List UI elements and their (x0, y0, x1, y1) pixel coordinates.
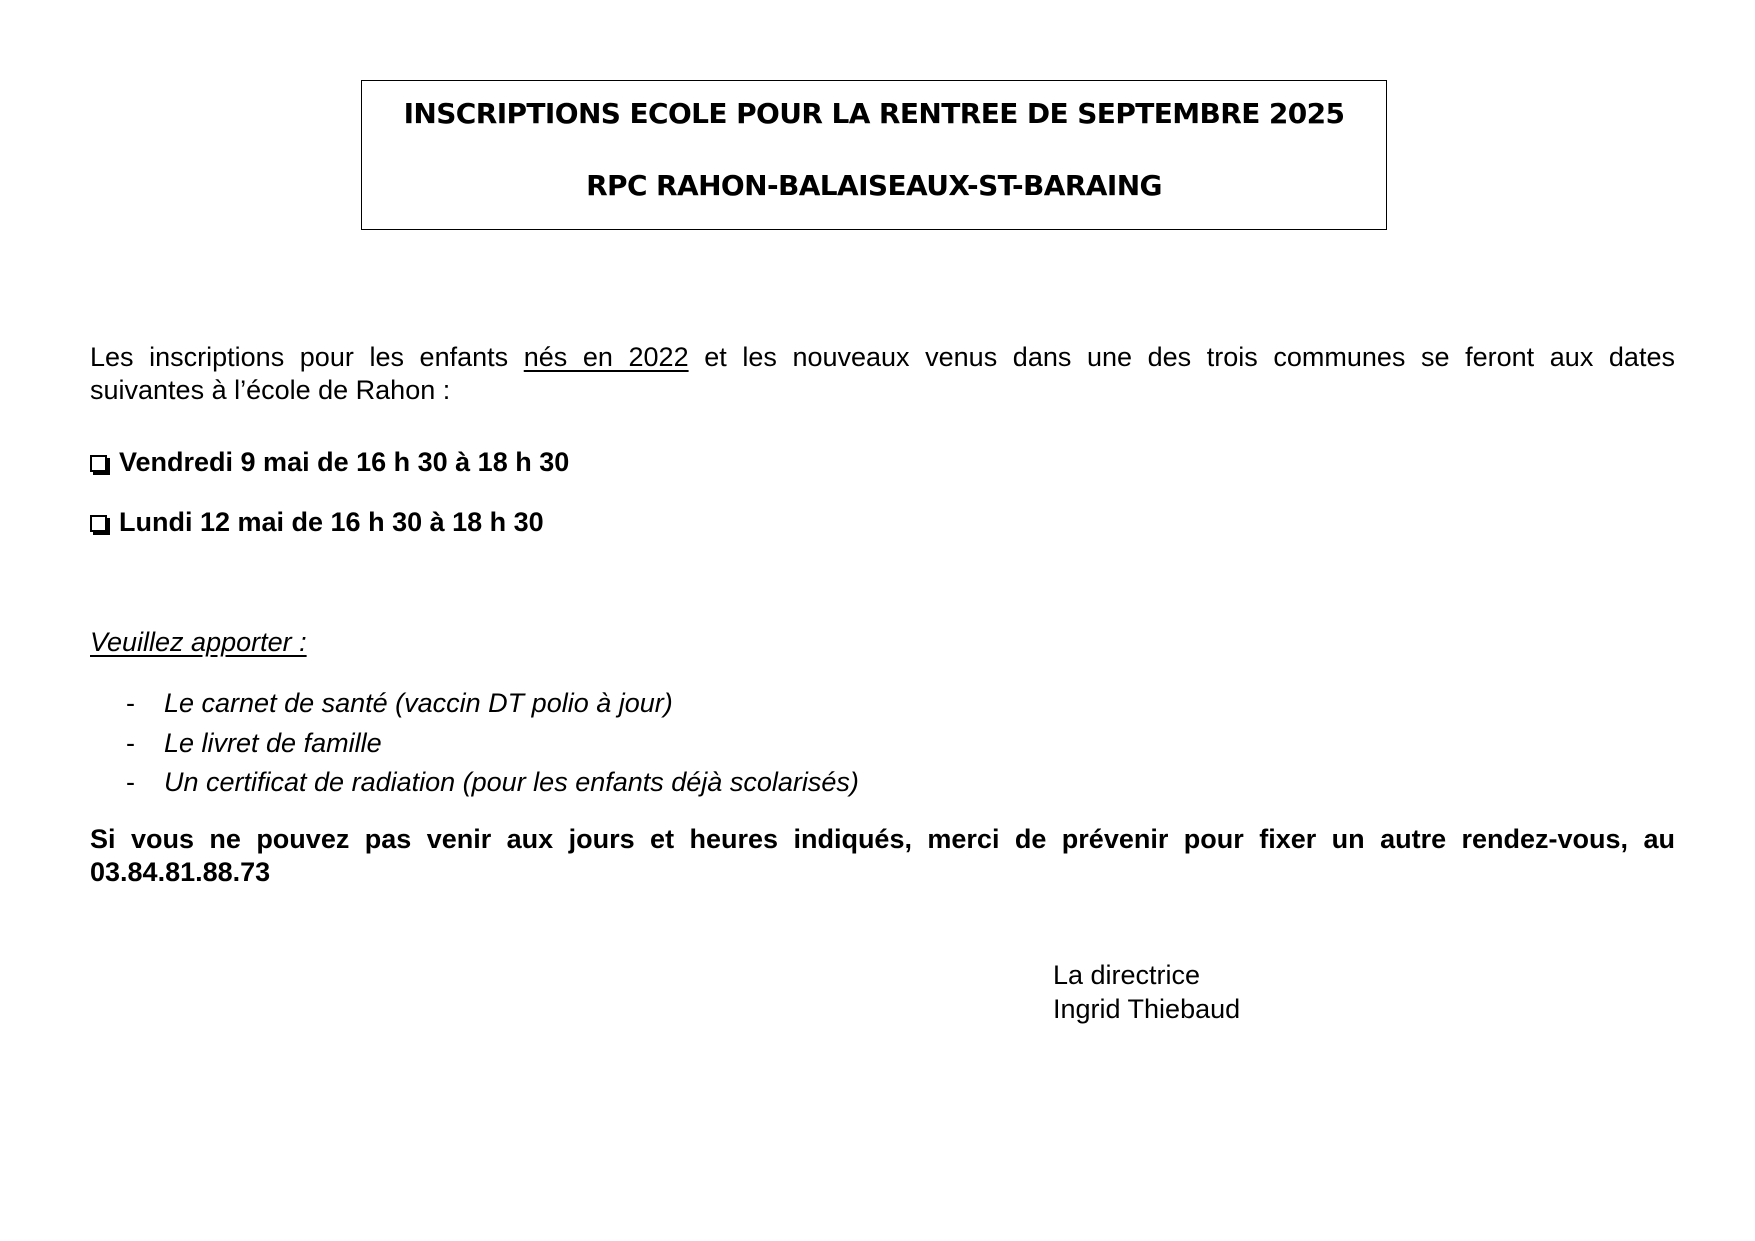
bring-heading: Veuillez apporter : (90, 627, 307, 657)
list-dash: - (126, 688, 135, 718)
notice-text: Si vous ne pouvez pas venir aux jours et heures indiqués, merci de prévenir pour fixer un autre rendez-vous, au (90, 824, 1675, 854)
date-item (90, 447, 569, 478)
intro-text-end: et les nouveaux venus dans une des trois communes se feront aux dates (704, 342, 1675, 372)
list-item-text: Le livret de famille (164, 727, 382, 758)
checkbox-icon (90, 515, 107, 532)
signature-name: Ingrid Thiebaud (1053, 994, 1241, 1024)
list-item (126, 724, 859, 764)
phone-number: 03.84.81.88.73 (90, 857, 271, 887)
intro-text-start: Les inscriptions pour les enfants (90, 342, 509, 372)
intro-paragraph (90, 341, 1675, 407)
signature-role: La directrice (1053, 960, 1201, 990)
list-item (126, 763, 859, 803)
title-box (361, 80, 1387, 230)
document-subtitle: RPC RAHON-BALAISEAUX-ST-BARAING (586, 169, 1162, 202)
intro-birth-year: nés en 2022 (523, 342, 689, 372)
list-dash: - (126, 727, 135, 758)
contact-notice (90, 823, 1675, 889)
list-item (126, 684, 859, 724)
date-item (90, 507, 544, 538)
intro-line-1 (90, 341, 1675, 374)
checkbox-icon (90, 455, 107, 472)
required-documents-list (126, 684, 859, 803)
list-item-text: Le carnet de santé (vaccin DT polio à jour) (164, 688, 673, 718)
list-dash: - (126, 767, 135, 797)
date-label: Vendredi 9 mai de 16 h 30 à 18 h 30 (119, 447, 570, 477)
list-item-text: Un certificat de radiation (pour les enfants déjà scolarisés) (164, 767, 859, 797)
document-title: INSCRIPTIONS ECOLE POUR LA RENTREE DE SEPTEMBRE 2025 (403, 97, 1345, 130)
signature-block (1053, 958, 1240, 1026)
intro-line-2: suivantes à l’école de Rahon : (90, 375, 451, 405)
date-label: Lundi 12 mai de 16 h 30 à 18 h 30 (119, 507, 544, 537)
